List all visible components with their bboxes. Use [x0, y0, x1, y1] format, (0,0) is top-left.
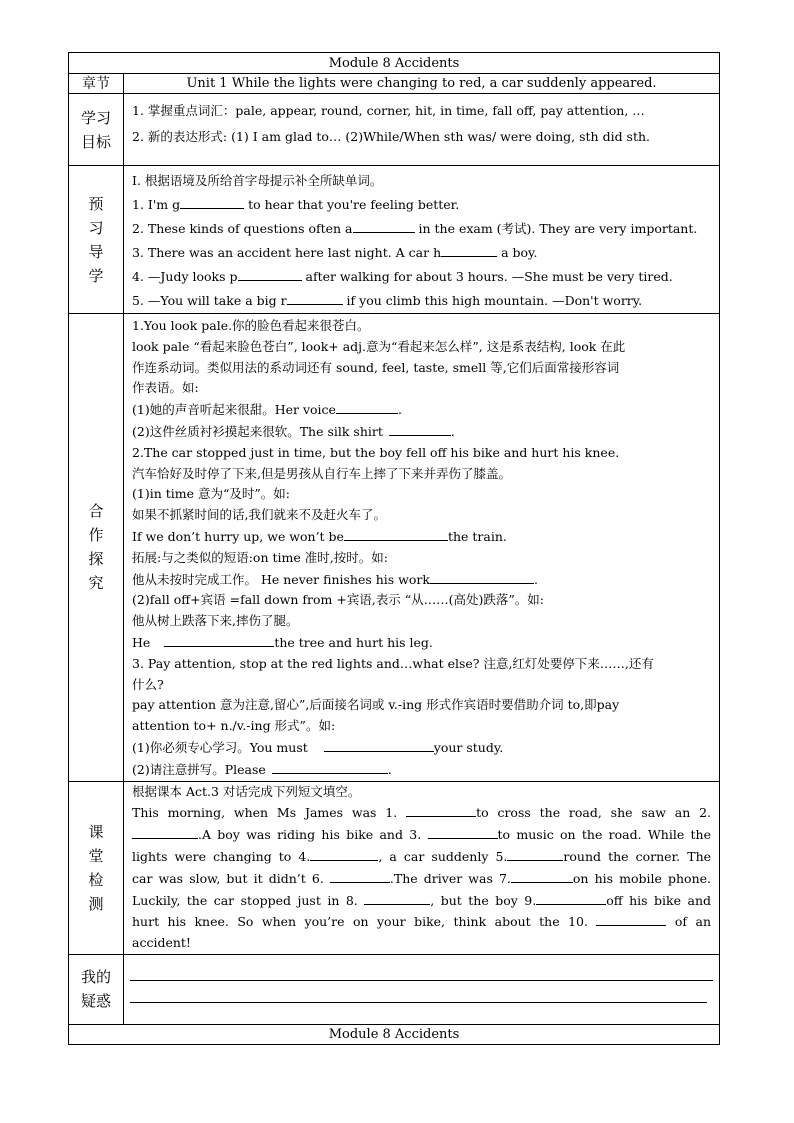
doubts-writing-line[interactable]	[130, 980, 713, 981]
explore-line: 1.You look pale.你的脸色看起来很苍白。	[132, 318, 370, 333]
goal-item: 1. 掌握重点词汇：pale, appear, round, corner, hit, in time, fall off, pay attention, …	[132, 103, 645, 118]
explore-line: 拓展:与之类似的短语:on time 准时,按时。如:	[132, 549, 388, 565]
answer-blank[interactable]	[596, 911, 666, 926]
answer-blank[interactable]	[353, 218, 415, 233]
check-line: lights were changing to 4. , a car suddenly 5. round the corner. The	[132, 846, 711, 868]
check-line: car was slow, but it didn’t 6. .The driver was 7. on his mobile phone.	[132, 868, 711, 890]
explore-line: (1)in time 意为“及时”。如:	[132, 486, 290, 502]
explore-line: attention to+ n./v.-ing 形式”。如:	[132, 718, 336, 734]
answer-blank[interactable]	[336, 399, 398, 414]
preview-question: 5. —You will take a big r if you climb this high mountain. —Don't worry.	[132, 289, 711, 313]
check-line: .A boy was riding his bike and 3. to music on the road. While the	[132, 824, 711, 846]
explore-line: look pale “看起来脸色苍白”, look+ adj.意为“看起来怎么样”, 这是系表结构, look 在此	[132, 338, 626, 354]
goal-item: 2. 新的表达形式: (1) I am glad to… (2)While/When sth was/ were doing, sth did sth.	[132, 129, 651, 144]
explore-line: (2)fall off+宾语 =fall down from +宾语,表示 “从……(高处)跌落”。如:	[132, 592, 545, 608]
explore-line: 他从树上跌落下来,摔伤了腿。	[132, 613, 299, 629]
answer-blank[interactable]	[441, 242, 497, 257]
answer-blank[interactable]	[324, 737, 434, 752]
worksheet-table	[68, 52, 720, 1045]
goals-label: 学习目标	[69, 94, 124, 166]
doubts-content	[124, 954, 720, 1024]
answer-blank[interactable]	[238, 266, 302, 281]
answer-blank[interactable]	[428, 824, 498, 839]
goals-content	[124, 94, 720, 166]
explore-line: pay attention 意为注意,留心”,后面接名词或 v.-ing 形式作宾语时要借助介词 to,即pay	[132, 697, 620, 713]
chapter-text: Unit 1 While the lights were changing to red, a car suddenly appeared.	[124, 74, 720, 94]
preview-content	[124, 166, 720, 314]
check-line: Luckily, the car stopped just in 8. , but the boy 9. off his bike and	[132, 890, 711, 912]
preview-question: 4. —Judy looks p after walking for about 3 hours. —She must be very tired.	[132, 265, 711, 289]
answer-blank[interactable]	[536, 890, 606, 905]
explore-label: 合作探究	[69, 314, 124, 782]
explore-line: 作表语。如:	[132, 380, 199, 396]
header-title: Module 8 Accidents	[69, 53, 720, 74]
explore-line: 作连系动词。类似用法的系动词还有 sound, feel, taste, smell 等,它们后面常接形容词	[132, 359, 620, 375]
check-line: This morning, when Ms James was 1. to cross the road, she saw an 2.	[132, 802, 711, 824]
explore-line: (1)你必须专心学习。You must your study.	[132, 737, 711, 759]
explore-content	[124, 314, 720, 782]
answer-blank[interactable]	[330, 868, 390, 883]
doubts-writing-line[interactable]	[130, 1002, 707, 1003]
explore-line: 什么?	[132, 676, 164, 692]
answer-blank[interactable]	[310, 846, 378, 861]
check-label: 课堂检测	[69, 781, 124, 954]
preview-question: 3. There was an accident here last night. A car h a boy.	[132, 241, 711, 265]
answer-blank[interactable]	[406, 802, 476, 817]
answer-blank[interactable]	[511, 868, 573, 883]
answer-blank[interactable]	[132, 824, 198, 839]
explore-line: 他从未按时完成工作。 He never finishes his work .	[132, 569, 711, 591]
preview-heading: Ⅰ. 根据语境及所给首字母提示补全所缺单词。	[132, 173, 383, 188]
check-line: accident!	[132, 935, 191, 951]
explore-line: If we don’t hurry up, we won’t be the train.	[132, 526, 711, 548]
answer-blank[interactable]	[507, 846, 563, 861]
explore-line: 2.The car stopped just in time, but the boy fell off his bike and hurt his knee.	[132, 444, 620, 460]
check-line: hurt his knee. So when you’re on your bike, think about the 10. of an	[132, 911, 711, 933]
answer-blank[interactable]	[430, 569, 534, 584]
explore-line: (2)请注意拼写。Please .	[132, 759, 711, 781]
explore-line: 如果不抓紧时间的话,我们就来不及赶火车了。	[132, 507, 386, 523]
check-content	[124, 781, 720, 954]
preview-question: 2. These kinds of questions often a in the exam (考试). They are very important.	[132, 217, 711, 241]
doubts-label: 我的疑惑	[69, 954, 124, 1024]
answer-blank[interactable]	[287, 290, 343, 305]
check-intro: 根据课本 Act.3 对话完成下列短文填空。	[132, 783, 361, 799]
explore-line: He the tree and hurt his leg.	[132, 632, 711, 654]
answer-blank[interactable]	[272, 759, 388, 774]
answer-blank[interactable]	[389, 421, 451, 436]
preview-label: 预习导学	[69, 166, 124, 314]
answer-blank[interactable]	[180, 194, 244, 209]
answer-blank[interactable]	[344, 526, 448, 541]
answer-blank[interactable]	[364, 890, 430, 905]
answer-blank[interactable]	[164, 632, 274, 647]
explore-line: (1)她的声音听起来很甜。Her voice .	[132, 399, 711, 421]
preview-question: 1. I'm g to hear that you're feeling better.	[132, 193, 711, 217]
explore-line: (2)这件丝质衬衫摸起来很软。The silk shirt .	[132, 421, 711, 443]
footer-title: Module 8 Accidents	[69, 1024, 720, 1044]
explore-line: 汽车恰好及时停了下来,但是男孩从自行车上摔了下来并弄伤了膝盖。	[132, 465, 511, 481]
chapter-label: 章节	[69, 74, 124, 94]
explore-line: 3. Pay attention, stop at the red lights and…what else? 注意,红灯处要停下来……,还有	[132, 655, 654, 671]
